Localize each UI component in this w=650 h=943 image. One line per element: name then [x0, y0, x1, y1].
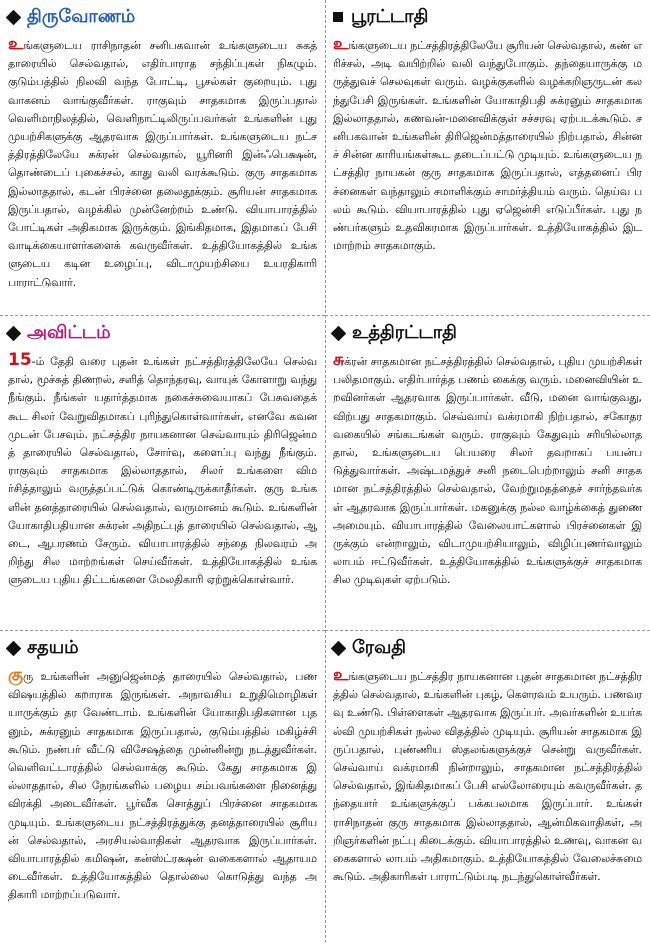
- diamond-bullet-icon: [331, 640, 347, 656]
- square-bullet-icon: [333, 12, 343, 22]
- section-body: [333, 35, 642, 255]
- section-text: ங்களுடைய நட்சத்திரத்திலேயே சூரியன் செல்வதால், கண் எரிச்சல், அடி வயிற்றில் வலி வந்துபோகும். தந்தையாருக்கு மருத்துவச் செலவுகள் வரும். வழக்குகளில் வழக்கறிஞருடன் கலந்துபேசி இருங்கள். உங்களின் யோகாதிபதி சுக்ரனும் சாதகமாக இல்லாததால், கணவன்-மனைவிக்குள் சச்சரவு ஏற்படக்கூடும். சனிபகவான் உங்களின் திரிஜென்மத்தாரையில் நிற்பதால், சின்னச் சின்ன காரியங்கள்கூட தடைப்பட்டு முடியும். உங்களுடைய நட்சத்திர நாயகன் குரு சாதகமாக இருப்பதால், எத்தனைப் பிரச்னைகள் வந்தாலும் சமாளிக்கும் சாமர்த்தியம் வரும். தெய்வ பலம் கூடும். வியாபாரத்தில் புது ஏஜென்சி எடுப்பீர்கள். புது நண்பர்களும் உதவிகரமாக இருப்பார்கள். உத்தியோகத்தில் இடமாற்றம் சாதகமாகும்.: [333, 39, 642, 253]
- section-body: [8, 351, 317, 590]
- section-uthirattathi: [325, 315, 650, 630]
- section-revathi: [325, 630, 650, 943]
- section-text: -ம் தேதி வரை புதன் உங்கள் நட்சத்திரத்திலேயே செல்வதால், மூச்சுத் திணறல், சளித் தொந்தரவு, வாயுக் கோளாறு வந்து நீங்கும். நீங்கள் யதார்த்தமாக நகைச்சுவையாகப் பேசுவதைக் கூட சிலர் வேறுவிதமாகப் புரிந்துகொள்வார்கள், எனவே கவனமுடன் பேசவும். நட்சத்திர நாயகனான செவ்வாயும் திரிஜென்மத் தாரையில் செல்வதால், சோர்வு, களைப்பு வந்து நீங்கும். ராகுவும் சாதகமாக இல்லாததால், சிலர் உங்களை விமர்சித்தாலும் வருத்தப்பட்டுக் கொண்டிருக்காதீர்கள். குரு உங்களின் தனத்தாரையில் செல்வதால், வருமானம் கூடும். உங்களின் யோகாதிபதியான சுக்ரன் அதிநட்புத் தாரையில் செல்வதால், ஆடை, ஆபரணம் சேரும். வியாபாரத்தில் சந்தை நிலவரம் அறிந்து சில மாற்றங்கள் செய்வீர்கள். உத்தியோகத்தில் உங்களுடைய புதிய திட்டங்களை மேலதிகாரி ஏற்றுக்கொள்வார்.: [8, 355, 317, 587]
- section-header: [333, 4, 642, 30]
- section-text: ங்களுடைய நட்சத்திர நாயகனான புதன் சாதகமான நட்சத்திரத்தில் செல்வதால், உங்களின் புகழ், கௌரவம் உயரும். பணவரவு உண்டு. பிள்ளைகள் ஆதரவாக இருப்பர். அவர்களின் உயர்கல்வி முயற்சிகள் நல்ல விதத்தில் முடியும். சூரியன் சாதகமாக இருப்பதால், புண்ணிய ஸ்தலங்களுக்குச் சென்று வருவீர்கள். செவ்வாய் வக்ரமாகி நின்றாலும், சாதகமான நட்சத்திரத்தில் செல்வதால், இங்கிதமாகப் பேசி எல்லோரையும் கவருவீர்கள். தந்தையார் உங்களுக்குப் பக்கபலமாக இருப்பார். உங்கள் ராசிநாதன் குரு சாதகமாக இல்லாததால், ஆன்மிகவாதிகள், அறிஞர்களின் நட்பு கிடைக்கும். வியாபாரத்தில் உணவு, வாகன வகைகளால் லாபம் அதிகமாகும். உத்தியோகத்தில் வேலைச்சுமை கூடும். அதிகாரிகள் பாராட்டும்படி நடந்துகொள்வீர்கள்.: [333, 670, 642, 884]
- section-thiruvonam: [0, 0, 325, 315]
- section-header: [8, 4, 317, 30]
- section-title: பூரட்டாதி: [351, 6, 429, 27]
- section-text: ரு உங்களின் அனுஜென்மத் தாரையில் செல்வதால், பண விஷயத்தில் கறாராக இருங்கள். அநாவசிய உறுதிமொழிகள் யாருக்கும் தர வேண்டாம். உங்களின் யோகாதிபதிகளான புதனும், சுக்ரனும் சாதகமாக இருப்பதால், குடும்பத்தில் மகிழ்ச்சி கூடும். நண்பர் வீட்டு விசேஷத்தை முன்னின்று நடத்துவீர்கள். வெளிவட்டாரத்தில் செல்வாக்கு கூடும். கேது சாதகமாக இல்லாததால், சில நேரங்களில் பழைய சம்பவங்களை நினைத்து விரக்தி அடைவீர்கள். பூர்வீக சொத்துப் பிரச்னை சாதகமாக முடியும். உங்களுடைய நட்சத்திரத்துக்கு தனத்தாரையில் சூரியன் செல்வதால், அரசியல்வாதிகள் ஆதரவாக இருப்பார்கள். வியாபாரத்தில் கமிஷன், கன்ஸ்ட்ரக்ஷன் வகைகளால் ஆதாயமடைவீர்கள். உத்தியோகத்தில் தொல்லை கொடுத்து வந்த அதிகாரி மாற்றப்படுவார்.: [8, 670, 317, 902]
- section-body: [8, 35, 317, 292]
- diamond-bullet-icon: [6, 325, 22, 341]
- drop-cap: சு: [333, 350, 345, 370]
- drop-cap: உ: [333, 34, 349, 54]
- diamond-bullet-icon: [6, 640, 22, 656]
- section-body: [333, 666, 642, 886]
- section-header: [8, 320, 317, 346]
- drop-cap: உ: [333, 665, 349, 685]
- diamond-bullet-icon: [331, 325, 347, 341]
- section-header: [333, 320, 642, 346]
- section-text: க்ரன் சாதகமான நட்சத்திரத்தில் செல்வதால், புதிய முயற்சிகள் பலிதமாகும். எதிர்பார்த்த பணம் கைக்கு வரும். மனைவியின் உறவினர்கள் ஆதரவாக இருப்பார்கள். வீடு, மனை வாங்குவது, விற்பது சாதகமாகும். செவ்வாய் வக்ரமாகி நிற்பதால், சகோதர வகையில் சங்கடங்கள் வரும். ராகுவும் கேதுவும் சரியில்லாததால், உங்களுடைய பெயரை சிலர் தவறாகப் பயன்படுத்துவார்கள். அஷ்டமத்துச் சனி நடைபெற்றாலும் சனி சாதகமான நட்சத்திரத்தில் செல்வதால், வேற்றுமதத்தைச் சார்ந்தவர்கள் ஆதரவாக இருப்பார்கள். மகனுக்கு நல்ல வாழ்க்கைத் துணை அமையும். வியாபாரத்தில் வேலையாட்களால் பிரச்னைகள் இருக்கும் என்றாலும், விடாமுயற்சியாலும், விழிப்புணர்வாலும் லாபம் ஈட்டுவீர்கள். உத்தியோகத்தில் உங்களுக்குச் சாதகமாக சில முடிவுகள் ஏற்படும்.: [333, 355, 642, 587]
- section-title: உத்திரட்டாதி: [352, 322, 457, 343]
- section-text: ங்களுடைய ராசிநாதன் சனிபகவான் உங்களுடைய சுகத் தாரையில் செல்வதால், எதிர்பாராத சந்திப்புகள் நிகழும். குடும்பத்தில் நிலவி வந்த போட்டி, பூசல்கள் குறையும். புது வாகனம் வாங்குவீர்கள். ராகுவும் சாதகமாக இருப்பதால் வெளிமாநிலத்தில், வெளிநாட்டிலிருப்பவர்கள் உங்களின் புது முயற்சிகளுக்கு ஆதரவாக இருப்பார்கள். உங்களுடைய நட்சத்திரத்திலேயே சுக்ரன் செல்வதால், யூரினரி இன்ஃபெக்ஷன், தொண்டைப் புகைச்சல், காது வலி வரக்கூடும். குரு சாதகமாக இல்லாததால், கடன் பிரச்னை தலைதூக்கும். சூரியன் சாதகமாக இருப்பதால், வழக்கில் முன்னேற்றம் உண்டு. வியாபாரத்தில் போட்டிகள் அதிகமாக இருக்கும். இங்கிதமாக, இதமாகப் பேசி வாடிக்கையாளர்களைக் கவருவீர்கள். உத்தியோகத்தில் உங்களுடைய கடின உழைப்பு, விடாமுயற்சியை உயரதிகாரி பாராட்டுவார்.: [8, 39, 317, 289]
- section-title: திருவோணம்: [27, 6, 136, 27]
- drop-cap: உ: [8, 34, 24, 54]
- diamond-bullet-icon: [6, 9, 22, 25]
- section-header: [8, 635, 317, 661]
- section-avittam: [0, 315, 325, 630]
- section-title: சதயம்: [27, 637, 79, 658]
- section-sathayam: [0, 630, 325, 943]
- section-poorattathi: [325, 0, 650, 315]
- section-title: அவிட்டம்: [27, 322, 111, 343]
- section-body: [333, 351, 642, 590]
- section-header: [333, 635, 642, 661]
- drop-cap: கு: [8, 665, 24, 685]
- section-body: [8, 666, 317, 905]
- drop-cap: 15: [8, 350, 32, 370]
- section-title: ரேவதி: [352, 637, 407, 658]
